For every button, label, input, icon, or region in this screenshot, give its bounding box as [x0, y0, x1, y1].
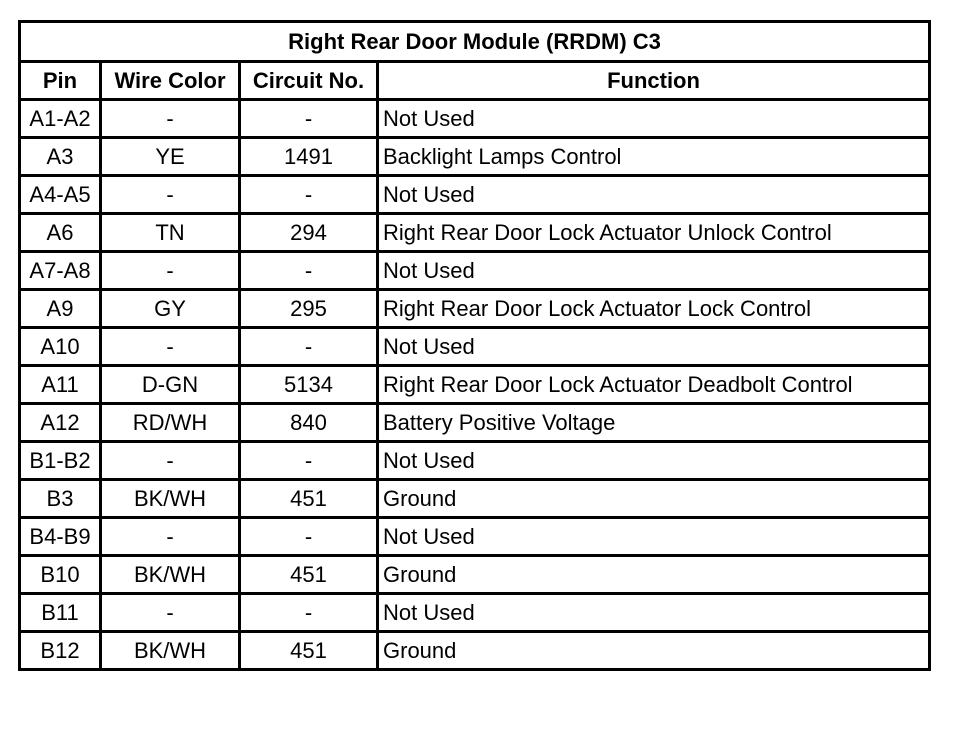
function-cell: Not Used	[378, 100, 930, 138]
function-cell: Not Used	[378, 442, 930, 480]
table-row	[20, 214, 930, 252]
function-cell: Ground	[378, 480, 930, 518]
function-cell: Not Used	[378, 594, 930, 632]
table-row	[20, 594, 930, 632]
function-cell: Right Rear Door Lock Actuator Lock Control	[378, 290, 930, 328]
table-row	[20, 556, 930, 594]
circuit-no-cell: 451	[240, 556, 378, 594]
function-cell: Battery Positive Voltage	[378, 404, 930, 442]
circuit-no-cell: 451	[240, 632, 378, 670]
table-row	[20, 442, 930, 480]
wire-color-cell: -	[101, 252, 240, 290]
wire-color-cell: -	[101, 442, 240, 480]
table-title-row	[20, 22, 930, 62]
circuit-no-cell: -	[240, 100, 378, 138]
wire-color-cell: BK/WH	[101, 556, 240, 594]
table-row	[20, 290, 930, 328]
pin-cell: A10	[20, 328, 101, 366]
table-row	[20, 366, 930, 404]
wire-color-cell: BK/WH	[101, 480, 240, 518]
circuit-no-cell: 840	[240, 404, 378, 442]
circuit-no-cell: 5134	[240, 366, 378, 404]
column-header-function: Function	[378, 62, 930, 100]
function-cell: Right Rear Door Lock Actuator Unlock Control	[378, 214, 930, 252]
function-cell: Ground	[378, 632, 930, 670]
function-cell: Not Used	[378, 328, 930, 366]
circuit-no-cell: -	[240, 176, 378, 214]
wire-color-cell: GY	[101, 290, 240, 328]
pin-cell: A3	[20, 138, 101, 176]
wire-color-cell: BK/WH	[101, 632, 240, 670]
pin-cell: B4-B9	[20, 518, 101, 556]
function-cell: Not Used	[378, 176, 930, 214]
function-cell: Not Used	[378, 252, 930, 290]
circuit-no-cell: 295	[240, 290, 378, 328]
circuit-no-cell: -	[240, 252, 378, 290]
pin-cell: A11	[20, 366, 101, 404]
circuit-no-cell: 1491	[240, 138, 378, 176]
pin-cell: A6	[20, 214, 101, 252]
wire-color-cell: YE	[101, 138, 240, 176]
table-row	[20, 404, 930, 442]
pin-cell: B1-B2	[20, 442, 101, 480]
pin-cell: A1-A2	[20, 100, 101, 138]
table-row	[20, 518, 930, 556]
wire-color-cell: -	[101, 328, 240, 366]
table-row	[20, 252, 930, 290]
function-cell: Right Rear Door Lock Actuator Deadbolt Control	[378, 366, 930, 404]
pin-cell: A4-A5	[20, 176, 101, 214]
circuit-no-cell: 451	[240, 480, 378, 518]
wire-color-cell: TN	[101, 214, 240, 252]
table-row	[20, 480, 930, 518]
wire-color-cell: -	[101, 176, 240, 214]
pin-cell: A12	[20, 404, 101, 442]
column-header-pin: Pin	[20, 62, 101, 100]
wire-color-cell: -	[101, 518, 240, 556]
table-row	[20, 328, 930, 366]
pin-cell: A7-A8	[20, 252, 101, 290]
circuit-no-cell: -	[240, 594, 378, 632]
circuit-no-cell: -	[240, 518, 378, 556]
pin-cell: B11	[20, 594, 101, 632]
pin-cell: A9	[20, 290, 101, 328]
wire-color-cell: -	[101, 100, 240, 138]
pin-cell: B10	[20, 556, 101, 594]
pin-cell: B3	[20, 480, 101, 518]
wire-color-cell: RD/WH	[101, 404, 240, 442]
circuit-no-cell: -	[240, 328, 378, 366]
pin-cell: B12	[20, 632, 101, 670]
function-cell: Ground	[378, 556, 930, 594]
wire-color-cell: -	[101, 594, 240, 632]
function-cell: Not Used	[378, 518, 930, 556]
table-header-row	[20, 62, 930, 100]
column-header-circuit-no: Circuit No.	[240, 62, 378, 100]
table-row	[20, 176, 930, 214]
table-title: Right Rear Door Module (RRDM) C3	[20, 22, 930, 62]
column-header-wire-color: Wire Color	[101, 62, 240, 100]
table-row	[20, 138, 930, 176]
table-row	[20, 632, 930, 670]
function-cell: Backlight Lamps Control	[378, 138, 930, 176]
circuit-no-cell: -	[240, 442, 378, 480]
circuit-no-cell: 294	[240, 214, 378, 252]
table-row	[20, 100, 930, 138]
wire-color-cell: D-GN	[101, 366, 240, 404]
connector-pinout-table	[18, 20, 931, 671]
